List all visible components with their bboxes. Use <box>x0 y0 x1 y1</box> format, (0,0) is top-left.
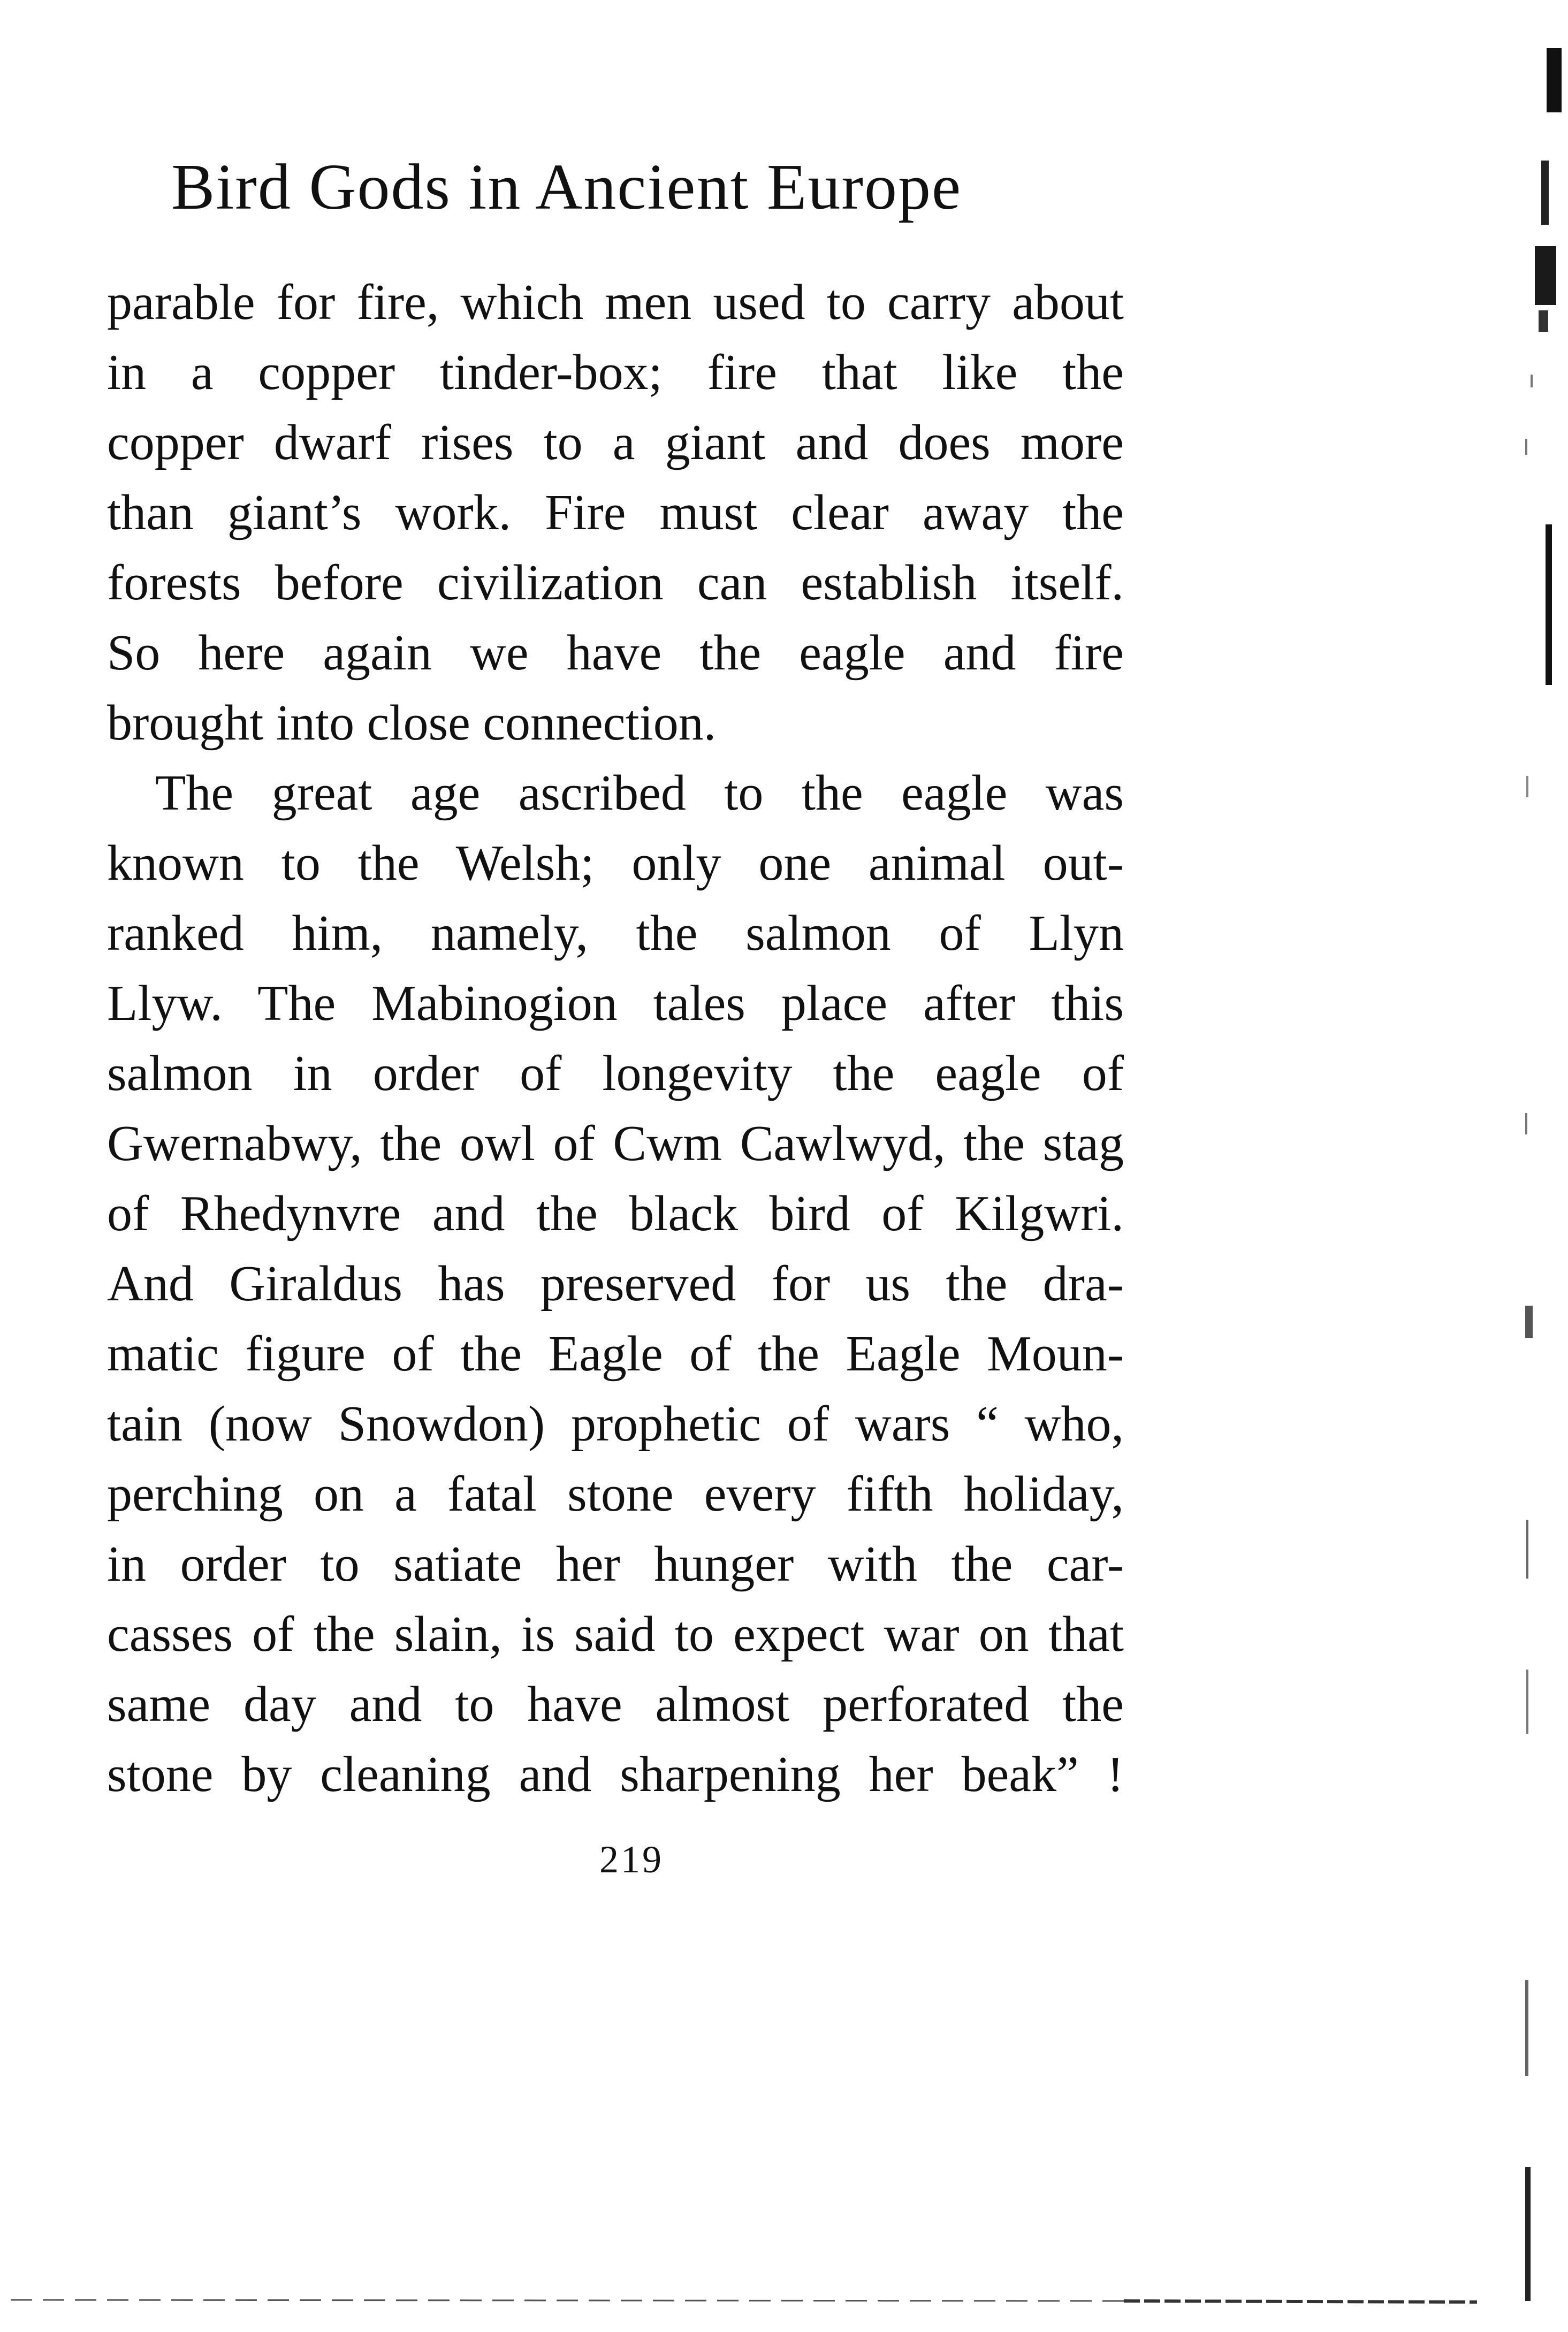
bottom-scan-rule <box>0 2296 1477 2306</box>
text-line: forests before civilization can establish itself. <box>107 555 1124 611</box>
text-line: And Giraldus has preserved for us the dra- <box>107 1256 1124 1312</box>
text-line: parable for fire, which men used to carry about <box>107 275 1124 330</box>
page-number: 219 <box>599 1838 664 1881</box>
text-line: perching on a fatal stone every fifth holiday, <box>107 1466 1124 1522</box>
text-line: same day and to have almost perforated the <box>107 1676 1124 1732</box>
body-text <box>107 268 1124 1810</box>
text-line: tain (now Snowdon) prophetic of wars “ who, <box>107 1396 1124 1452</box>
gutter-scan-edge <box>1466 0 1568 2332</box>
text-line: in a copper tinder-box; fire that like the <box>107 345 1124 400</box>
text-line: ranked him, namely, the salmon of Llyn <box>107 905 1124 961</box>
text-line: in order to satiate her hunger with the car- <box>107 1536 1124 1592</box>
text-line: casses of the slain, is said to expect war on that <box>107 1606 1124 1662</box>
text-line: The great age ascribed to the eagle was <box>155 765 1124 821</box>
text-line: Gwernabwy, the owl of Cwm Cawlwyd, the stag <box>107 1116 1124 1171</box>
text-line: stone by cleaning and sharpening her beak” ! <box>107 1747 1124 1802</box>
text-line: So here again we have the eagle and fire <box>107 625 1124 681</box>
text-line: brought into close connection. <box>107 695 717 751</box>
text-line: Llyw. The Mabinogion tales place after this <box>107 976 1124 1031</box>
running-head: Bird Gods in Ancient Europe <box>171 151 962 223</box>
text-line: copper dwarf rises to a giant and does more <box>107 415 1124 470</box>
text-line: known to the Welsh; only one animal out- <box>107 835 1124 891</box>
text-line: than giant’s work. Fire must clear away the <box>107 485 1124 540</box>
text-line: of Rhedynvre and the black bird of Kilgwri. <box>107 1186 1124 1241</box>
text-line: salmon in order of longevity the eagle of <box>107 1046 1124 1101</box>
text-line: matic figure of the Eagle of the Eagle Moun- <box>107 1326 1124 1382</box>
